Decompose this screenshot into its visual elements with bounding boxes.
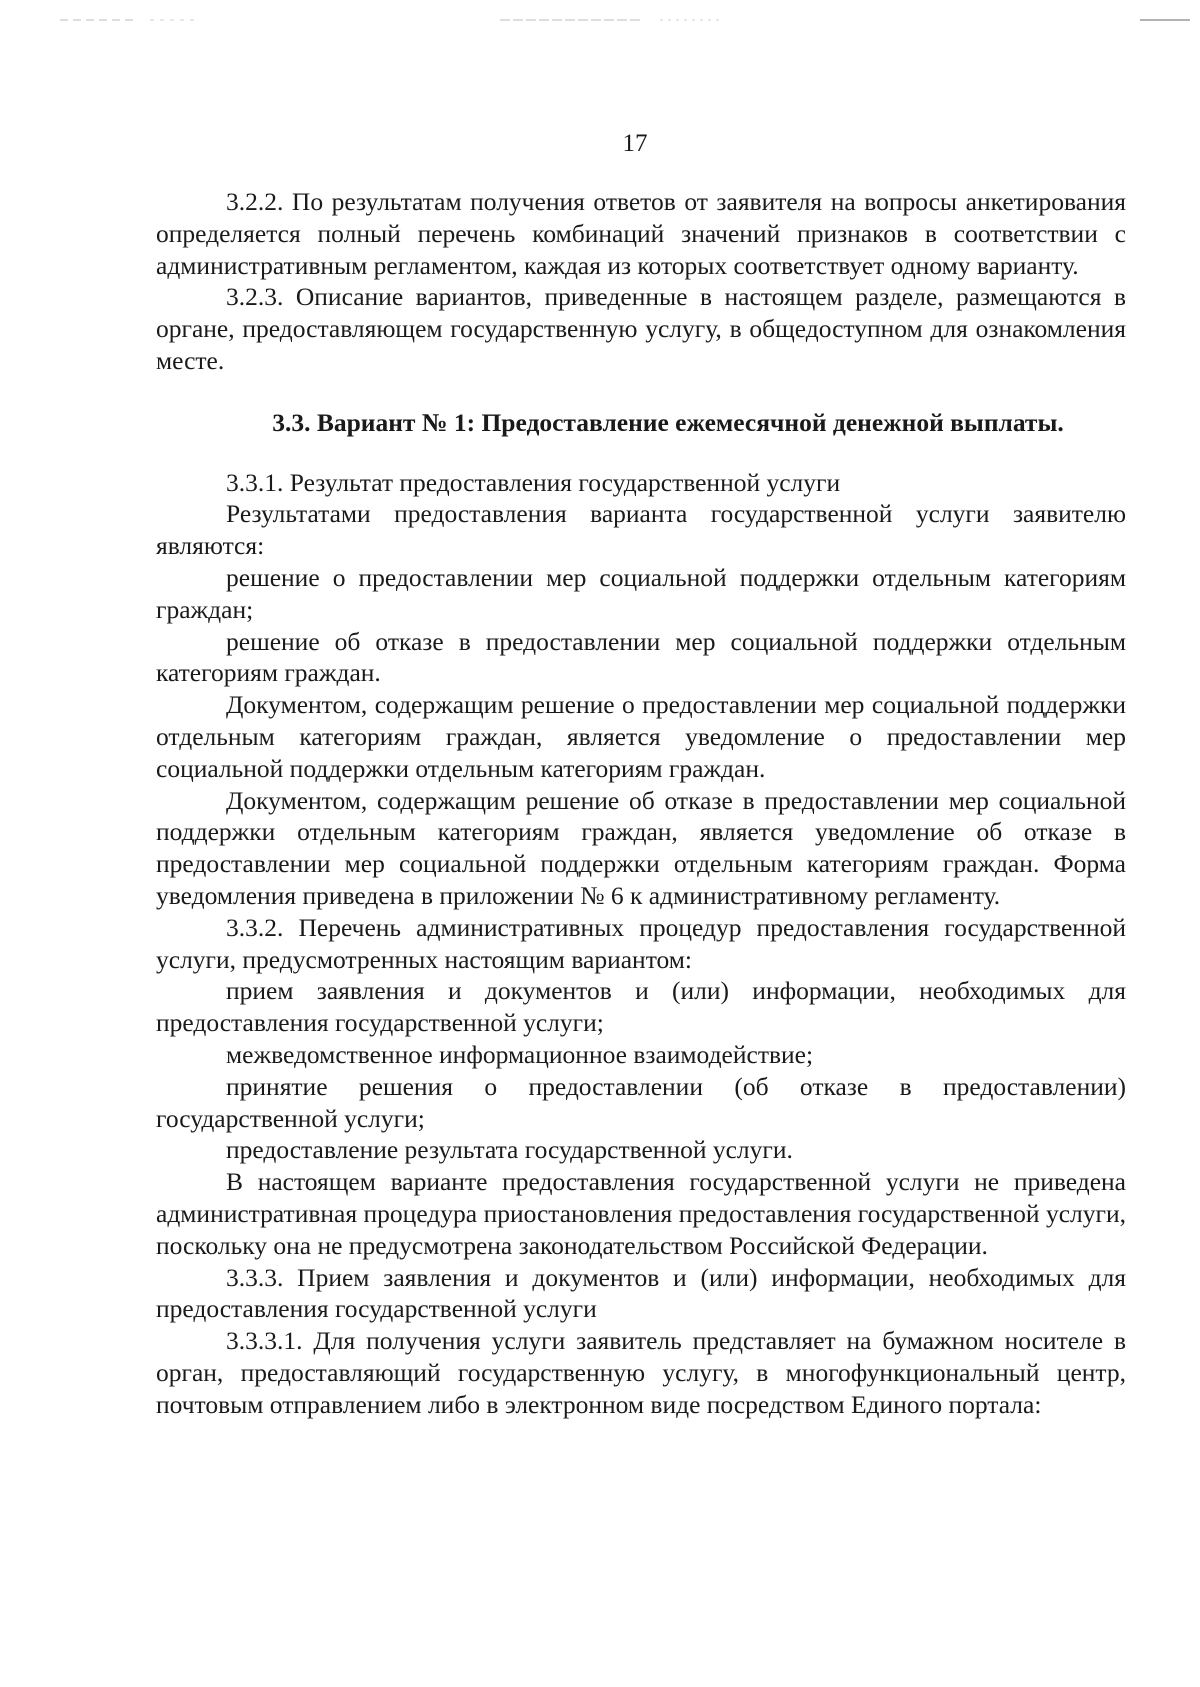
page-number: 17 <box>622 130 648 157</box>
paragraph-results-intro: Результатами предоставления варианта государственной услуги заявителю являются: <box>156 499 1126 561</box>
paragraph-refusal-document: Документом, содержащим решение об отказе в предоставлении мер социальной поддержки отдельным категориям граждан, является уведомление об отказе в предоставлении мер социальной поддержки отдельным категориям граждан. Форма уведомления приведена в приложении № 6 к административному регламенту. <box>156 785 1126 910</box>
section-heading: 3.3. Вариант № 1: Предоставление ежемесячной денежной выплаты. <box>272 407 1064 437</box>
paragraph-3-2-3: 3.2.3. Описание вариантов, приведенные в настоящем разделе, размещаются в органе, предоставляющем государственную услугу, в общедоступном для ознакомления месте. <box>156 282 1126 375</box>
list-item-acceptance: прием заявления и документов и (или) информации, необходимых для предоставления государственной услуги; <box>156 976 1126 1038</box>
list-item-interagency: межведомственное информационное взаимодействие; <box>226 1039 814 1069</box>
paragraph-no-suspension: В настоящем варианте предоставления государственной услуги не приведена административная процедура приостановления предоставления государственной услуги, поскольку она не предусмотрена законодательством Российской Федерации. <box>156 1167 1126 1260</box>
paragraph-result-grant: решение о предоставлении мер социальной поддержки отдельным категориям граждан; <box>156 562 1126 624</box>
paragraph-3-3-3-1: 3.3.3.1. Для получения услуги заявитель представляет на бумажном носителе в орган, предоставляющий государственную услугу, в многофункциональный центр, почтовым отправлением либо в электронном виде посредством Единого портала: <box>156 1326 1126 1419</box>
paragraph-grant-document: Документом, содержащим решение о предоставлении мер социальной поддержки отдельным категориям граждан, является уведомление о предоставлении мер социальной поддержки отдельным категориям граждан. <box>156 690 1126 783</box>
document-body <box>156 186 1126 1420</box>
paragraph-3-2-2: 3.2.2. По результатам получения ответов от заявителя на вопросы анкетирования определяется полный перечень комбинаций значений признаков в соответствии с административным регламентом, каждая из которых соответствует одному варианту. <box>156 187 1126 280</box>
scan-edge-marks <box>0 14 1200 26</box>
paragraph-3-3-3: 3.3.3. Прием заявления и документов и (или) информации, необходимых для предоставления государственной услуги <box>156 1262 1126 1324</box>
list-item-result-delivery: предоставление результата государственной услуги. <box>226 1135 793 1165</box>
paragraph-result-refusal: решение об отказе в предоставлении мер социальной поддержки отдельным категориям граждан. <box>156 626 1126 688</box>
paragraph-3-3-2: 3.3.2. Перечень административных процедур предоставления государственной услуги, предусмотренных настоящим вариантом: <box>156 912 1126 974</box>
list-item-decision: принятие решения о предоставлении (об отказе в предоставлении) государственной услуги; <box>156 1071 1126 1133</box>
paragraph-3-3-1-title: 3.3.1. Результат предоставления государственной услуги <box>226 467 841 497</box>
